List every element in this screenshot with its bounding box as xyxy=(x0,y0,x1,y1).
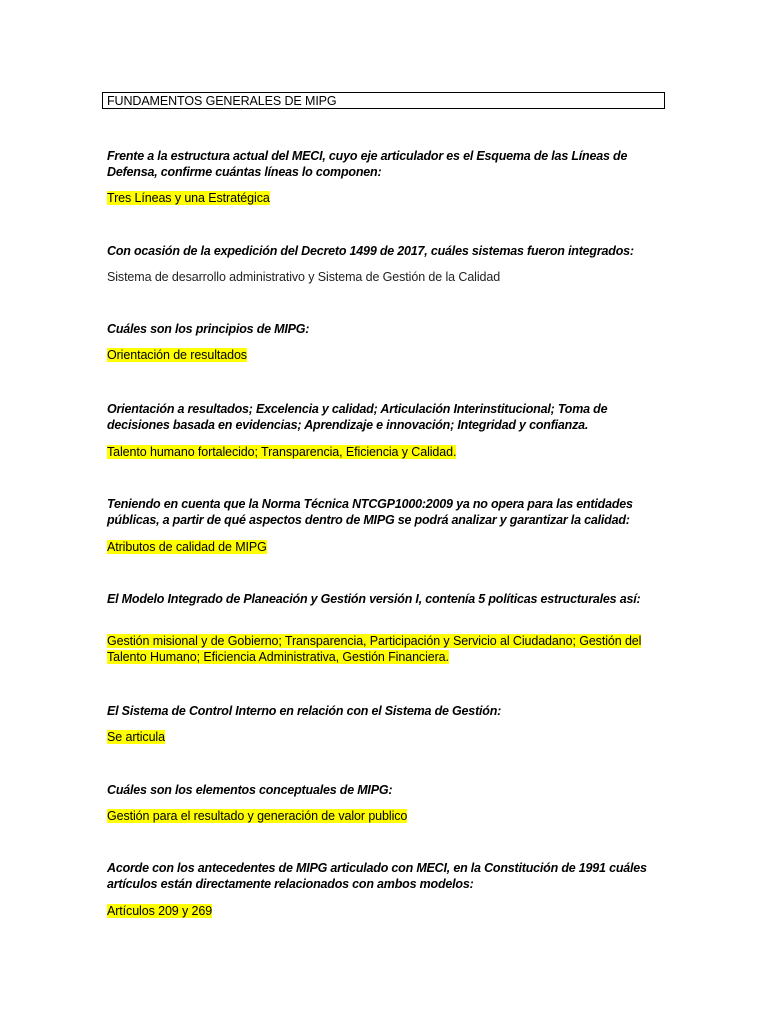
question-3: Cuáles son los principios de MIPG: xyxy=(107,322,310,336)
question-6: El Modelo Integrado de Planeación y Gestión versión I, contenía 5 políticas estructurales así: xyxy=(107,592,641,606)
question-9: Acorde con los antecedentes de MIPG articulado con MECI, en la Constitución de 1991 cuáles artículos están directamente relacionados con ambos modelos: xyxy=(107,861,647,891)
answer-5 xyxy=(107,539,667,555)
answer-6-text: Gestión misional y de Gobierno; Transparencia, Participación y Servicio al Ciudadano; Gestión del Talento Humano; Eficiencia Administrativa, Gestión Financiera. xyxy=(107,634,642,664)
question-4: Orientación a resultados; Excelencia y calidad; Articulación Interinstitucional; Toma de decisiones basada en evidencias; Aprendizaje e innovación; Integridad y confianza. xyxy=(107,402,608,432)
answer-9-text: Artículos 209 y 269 xyxy=(107,904,213,918)
answer-8 xyxy=(107,808,667,824)
answer-4-text: Talento humano fortalecido; Transparencia, Eficiencia y Calidad. xyxy=(107,445,457,459)
answer-2-text: Sistema de desarrollo administrativo y Sistema de Gestión de la Calidad xyxy=(107,270,501,284)
answer-3 xyxy=(107,347,667,363)
answer-5-text: Atributos de calidad de MIPG xyxy=(107,540,267,554)
question-1: Frente a la estructura actual del MECI, cuyo eje articulador es el Esquema de las Líneas de Defensa, confirme cuántas líneas lo componen: xyxy=(107,149,628,179)
answer-4 xyxy=(107,444,667,460)
answer-6 xyxy=(107,633,667,665)
answer-9 xyxy=(107,903,667,919)
answer-7-text: Se articula xyxy=(107,730,165,744)
answer-8-text: Gestión para el resultado y generación de valor publico xyxy=(107,809,408,823)
document-title: FUNDAMENTOS GENERALES DE MIPG xyxy=(102,92,665,109)
question-7: El Sistema de Control Interno en relación con el Sistema de Gestión: xyxy=(107,704,502,718)
question-5: Teniendo en cuenta que la Norma Técnica NTCGP1000:2009 ya no opera para las entidades públicas, a partir de qué aspectos dentro de MIPG se podrá analizar y garantizar la calidad: xyxy=(107,497,633,527)
answer-1 xyxy=(107,190,667,206)
answer-7 xyxy=(107,729,667,745)
question-8: Cuáles son los elementos conceptuales de MIPG: xyxy=(107,783,393,797)
answer-1-text: Tres Líneas y una Estratégica xyxy=(107,191,270,205)
answer-2 xyxy=(107,269,667,285)
answer-3-text: Orientación de resultados xyxy=(107,348,247,362)
question-2: Con ocasión de la expedición del Decreto 1499 de 2017, cuáles sistemas fueron integrados: xyxy=(107,244,634,258)
